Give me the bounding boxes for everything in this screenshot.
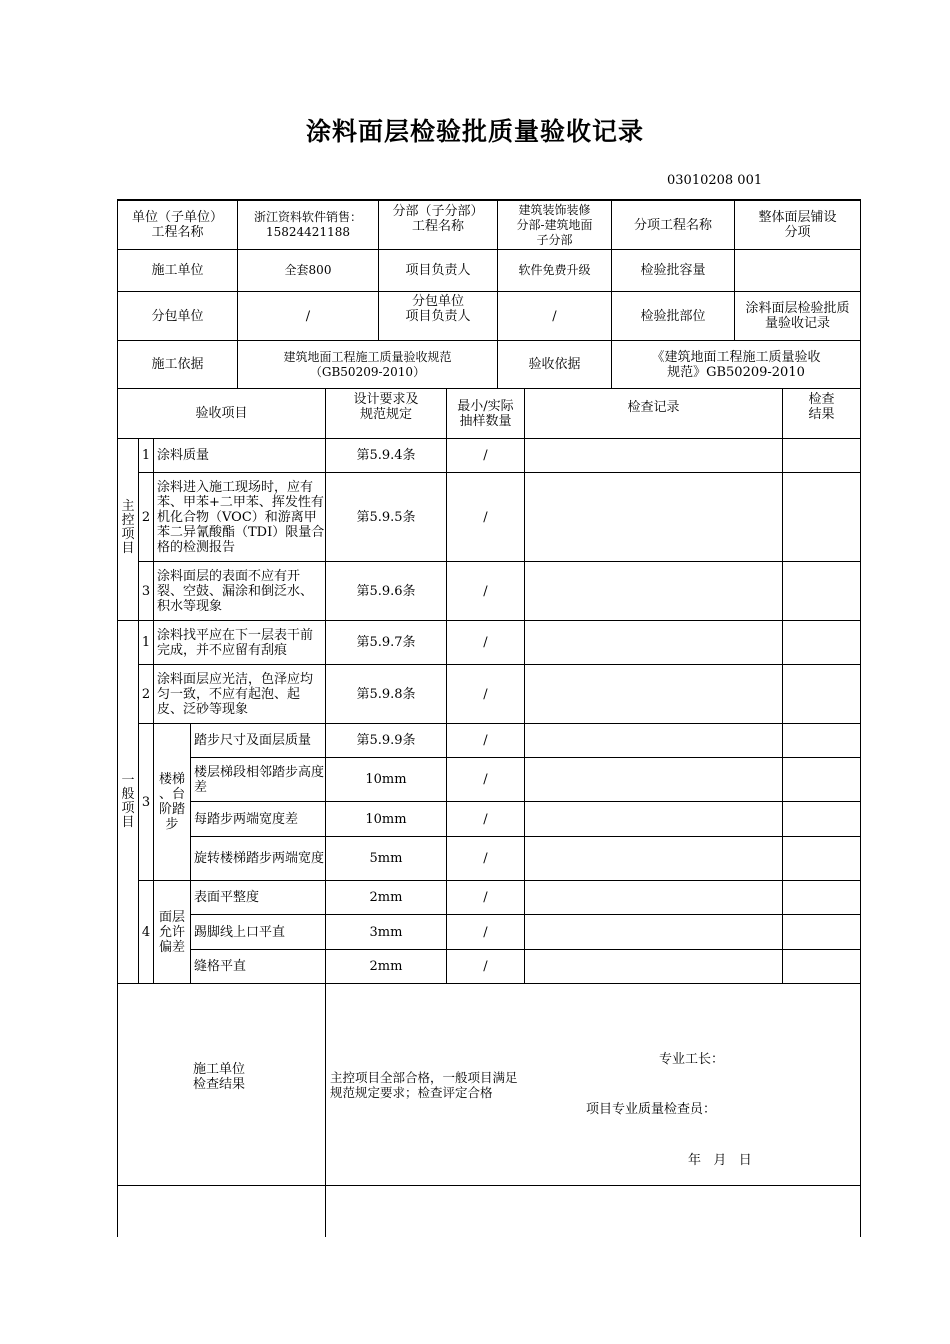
project-manager-label: 项目负责人 [405,263,471,278]
main-item-sample: / [483,448,488,463]
tolerance-row-sample: / [483,959,488,974]
stairs-row-spec: 第5.9.9条 [356,733,416,748]
batch-capacity-value [735,250,860,291]
general-item-desc: 涂料面层应光洁，色泽应均匀一致，不应有起泡、起皮、泛砂等现象 [157,671,314,717]
stairs-row-desc: 每踏步两端宽度差 [194,811,299,827]
main-item-no: 1 [141,448,151,463]
tolerance-row-sample: / [483,890,488,905]
general-group-label: 一 般 项 目 [121,773,135,830]
stairs-row-sample: / [483,851,488,866]
tolerance-row-desc: 缝格平直 [194,959,247,974]
sub-pm-value: / [552,308,557,324]
tolerance-row-desc: 踢脚线上口平直 [194,924,286,940]
col-sample: 最小/实际 抽样数量 [457,398,514,429]
main-item-sample: / [483,509,488,525]
general-item-no: 2 [141,686,151,702]
construction-basis-value: 建筑地面工程施工质量验收规范 （GB50209-2010） [283,349,452,379]
stairs-row-desc: 楼层梯段相邻踏步高度差 [194,764,325,795]
stairs-row-desc: 踏步尺寸及面层质量 [194,733,312,748]
tolerance-row-sample: / [483,924,488,940]
unit-check-result-label: 施工单位 检查结果 [193,1062,246,1092]
main-item-desc: 涂料面层的表面不应有开裂、空鼓、漏涂和倒泛水、积水等现象 [157,568,314,614]
col-spec: 设计要求及 规范规定 [353,392,419,422]
main-item-no: 2 [141,509,151,525]
unit-name-label: 单位（子单位） 工程名称 [131,210,223,240]
tolerance-no: 4 [141,924,151,940]
construction-basis-label: 施工依据 [151,357,204,372]
stairs-label: 楼梯 、台 阶踏 步 [158,772,185,832]
date-label: 年 月 日 [688,1153,752,1168]
tolerance-row-spec: 2mm [369,959,403,974]
main-item-spec: 第5.9.4条 [356,448,416,463]
general-item-spec: 第5.9.7条 [356,635,416,650]
stairs-row-desc: 旋转楼梯踏步两端宽度 [194,851,325,866]
check-conclusion: 主控项目全部合格，一般项目满足 规范规定要求；检查评定合格 [330,1070,518,1100]
batch-location-label: 检验批部位 [640,308,706,324]
subcontractor-label: 分包单位 [151,308,204,324]
contractor-label: 施工单位 [151,263,204,278]
general-item-spec: 第5.9.8条 [356,686,416,702]
page-title: 涂料面层检验批质量验收记录 [305,117,644,146]
tolerance-label: 面层 允许 偏差 [158,909,185,955]
general-item-sample: / [483,635,488,650]
contractor-value: 全套800 [284,263,332,277]
main-control-group-label: 主 控 项 目 [121,499,135,556]
tolerance-row-spec: 3mm [369,924,403,940]
stairs-row-spec: 10mm [365,772,407,787]
stairs-row-sample: / [483,733,488,748]
col-record: 检查记录 [627,399,680,415]
col-result: 检查 结果 [808,392,835,422]
general-item-no: 1 [141,635,151,650]
foreman-label: 专业工长： [659,1052,725,1067]
batch-capacity-label: 检验批容量 [640,263,706,278]
document-number: 03010208 001 [667,173,763,188]
stairs-row-sample: / [483,811,488,827]
main-item-spec: 第5.9.6条 [356,583,416,599]
division-label: 分部（子分部） 工程名称 [392,204,484,234]
subcontractor-value: / [305,308,311,324]
main-item-sample: / [483,583,488,599]
main-item-desc: 涂料进入施工现场时，应有苯、甲苯+二甲苯、挥发性有机化合物（VOC）和游离甲苯二异氰酸酯（TDI）限量合格的检测报告 [157,479,325,555]
acceptance-basis-value: 《建筑地面工程施工质量验收 规范》GB50209-2010 [651,349,821,380]
division-value: 建筑装饰装修 分部-建筑地面 子分部 [516,202,593,247]
unit-name-value: 浙江资料软件销售： 15824421188 [253,210,362,239]
project-manager-value: 软件免费升级 [518,263,591,277]
subitem-value: 整体面层铺设 分项 [758,210,837,240]
stairs-row-spec: 10mm [365,811,407,827]
main-item-no: 3 [141,583,151,599]
general-item-desc: 涂料找平应在下一层表干前完成，并不应留有刮痕 [157,627,314,658]
stairs-row-spec: 5mm [369,851,403,866]
general-item-sample: / [483,686,488,702]
main-item-desc: 涂料质量 [157,448,210,463]
subitem-label: 分项工程名称 [633,217,712,233]
tolerance-row-spec: 2mm [369,890,403,905]
sub-pm-label: 分包单位 项目负责人 [405,294,471,324]
quality-inspector-label: 项目专业质量检查员： [586,1102,717,1117]
batch-location-value: 涂料面层检验批质 量验收记录 [745,301,850,331]
stairs-no: 3 [141,794,151,810]
tolerance-row-desc: 表面平整度 [194,890,260,905]
stairs-row-sample: / [483,772,488,787]
col-acceptance-item: 验收项目 [195,406,248,421]
main-item-spec: 第5.9.5条 [356,509,416,525]
acceptance-basis-label: 验收依据 [528,357,581,372]
